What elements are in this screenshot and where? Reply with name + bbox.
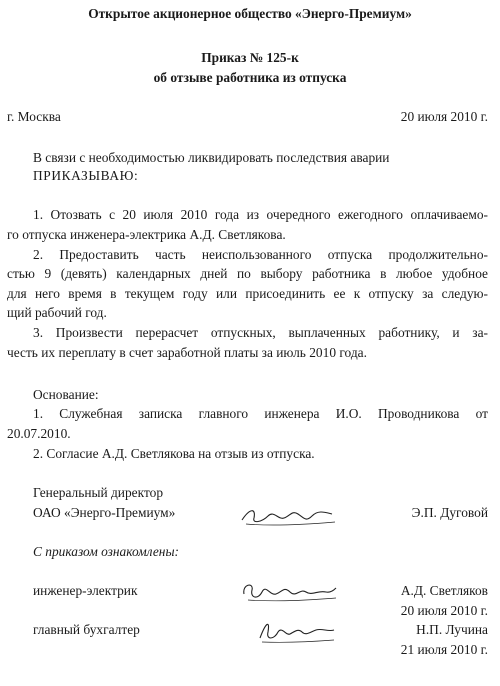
director-title-1: Генеральный директор	[33, 485, 164, 500]
employee-1-signature	[240, 578, 340, 606]
employee-1-name: А.Д. Светляков	[400, 583, 488, 598]
employee-2-signature	[258, 618, 338, 646]
employee-2-name: Н.П. Лучина	[416, 622, 488, 637]
employee-1-position: инженер-электрик	[33, 583, 138, 598]
acquainted-label: С приказом ознакомлены:	[33, 544, 179, 559]
preamble: В связи с необходимостью ликвидировать последствия аварии	[33, 150, 390, 165]
item-2-line-3: для него время в текущем году или присоединить ее к отпуску за следую-	[7, 286, 488, 301]
director-signature	[240, 502, 340, 528]
basis-2: 2. Согласие А.Д. Светлякова на отзыв из отпуска.	[33, 446, 315, 461]
item-3-line-2: честь их переплату в счет заработной платы за июль 2010 года.	[7, 345, 367, 360]
command-word: ПРИКАЗЫВАЮ:	[33, 168, 139, 183]
basis-1-line-2: 20.07.2010.	[7, 426, 71, 441]
employee-2-date: 21 июля 2010 г.	[400, 642, 488, 657]
director-title-2: ОАО «Энерго-Премиум»	[33, 505, 176, 520]
order-subject: об отзыве работника из отпуска	[153, 70, 347, 85]
item-1-line-2: го отпуска инженера-электрика А.Д. Светлякова.	[7, 227, 286, 242]
order-date: 20 июля 2010 г.	[400, 109, 488, 124]
basis-1-line-1: 1. Служебная записка главного инженера И.О. Проводникова от	[33, 406, 488, 421]
director-name: Э.П. Дуговой	[411, 505, 488, 520]
item-2-line-4: щий рабочий год.	[7, 305, 107, 320]
item-3-line-1: 3. Произвести перерасчет отпускных, выплаченных работнику, и за-	[33, 325, 488, 340]
company-name: Открытое акционерное общество «Энерго-Премиум»	[88, 6, 412, 21]
employee-1-date: 20 июля 2010 г.	[400, 603, 488, 618]
basis-label: Основание:	[33, 387, 99, 402]
item-2-line-1: 2. Предоставить часть неиспользованного отпуска продолжительно-	[33, 247, 488, 262]
city: г. Москва	[7, 109, 61, 124]
employee-2-position: главный бухгалтер	[33, 622, 140, 637]
order-title: Приказ № 125-к	[201, 50, 299, 65]
item-2-line-2: стью 9 (девять) календарных дней по выбору работника в любое удобное	[7, 266, 488, 281]
item-1-line-1: 1. Отозвать с 20 июля 2010 года из очередного ежегодного оплачиваемо-	[33, 207, 488, 222]
